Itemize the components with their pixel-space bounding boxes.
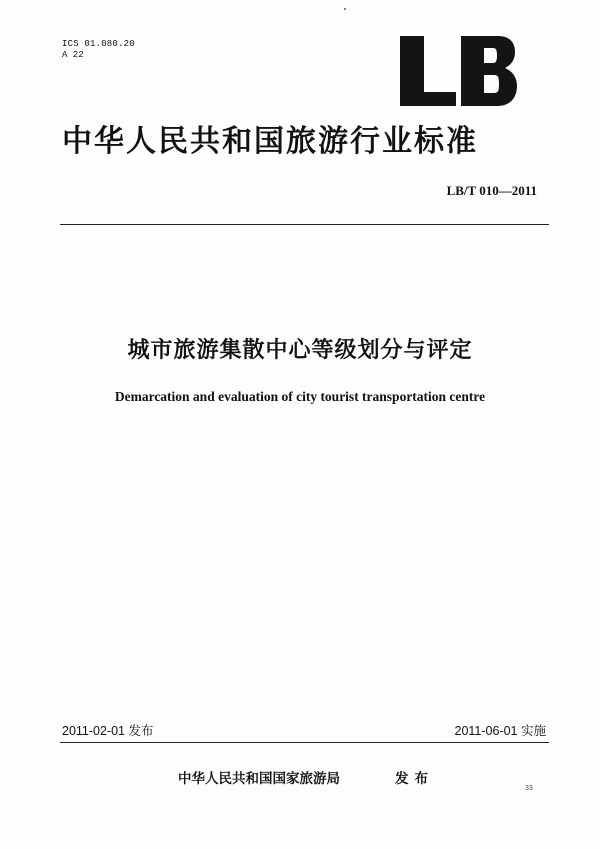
footer-divider bbox=[60, 742, 549, 743]
document-title-english: Demarcation and evaluation of city tourist transportation centre bbox=[114, 389, 486, 404]
effective-date: 2011-06-01 实施 bbox=[454, 724, 546, 738]
page-number: 33 bbox=[525, 785, 533, 792]
issue-label: 发布 bbox=[395, 771, 434, 787]
document-title-chinese: 城市旅游集散中心等级划分与评定 bbox=[127, 338, 473, 363]
ics-code: ICS 01.080.20 bbox=[62, 39, 135, 49]
scan-speck bbox=[344, 8, 346, 10]
publish-date: 2011-02-01 发布 bbox=[62, 724, 154, 738]
header-divider bbox=[60, 224, 549, 225]
lb-logo bbox=[394, 30, 518, 110]
classification-code: A 22 bbox=[62, 50, 84, 60]
lb-logo-letter-b bbox=[461, 36, 517, 106]
lb-logo-letter-l bbox=[400, 36, 456, 106]
standard-number: LB/T 010—2011 bbox=[446, 183, 537, 198]
issuing-authority: 中华人民共和国国家旅游局 bbox=[178, 771, 340, 787]
standard-body-name: 中华人民共和国旅游行业标准 bbox=[62, 124, 478, 159]
